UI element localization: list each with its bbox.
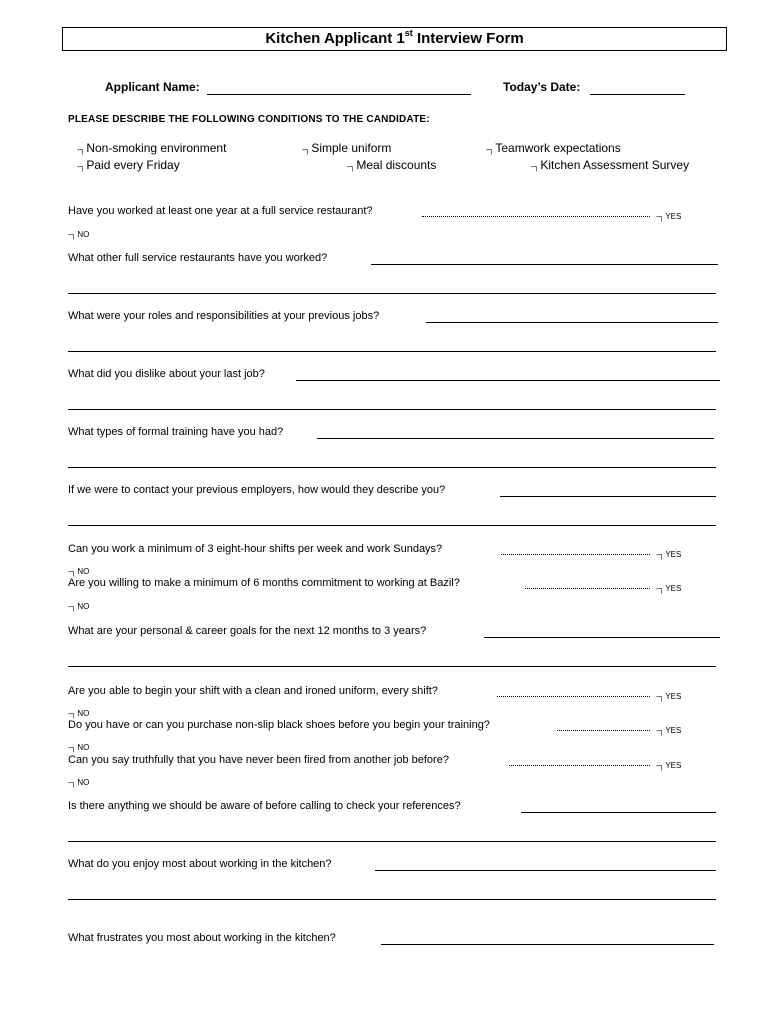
checkbox-icon: -┐ (531, 162, 540, 171)
no-option[interactable] (68, 772, 89, 790)
instructions-heading: PLEASE DESCRIBE THE FOLLOWING CONDITIONS TO THE CANDIDATE: (68, 114, 430, 125)
no-option[interactable] (68, 737, 89, 755)
checkbox-icon: -┐ (302, 145, 311, 154)
no-label: NO (77, 743, 90, 752)
question-never-fired: Can you say truthfully that you have never been fired from another job before? (68, 754, 449, 766)
condition-paid-friday[interactable] (77, 158, 180, 172)
yes-option[interactable] (656, 755, 681, 773)
dotted-leader (501, 554, 650, 555)
yes-option[interactable] (656, 686, 681, 704)
yes-label: YES (665, 761, 682, 770)
dotted-leader (509, 765, 650, 766)
answer-line[interactable] (68, 293, 716, 294)
condition-label: Kitchen Assessment Survey (540, 158, 690, 172)
answer-line[interactable] (296, 380, 720, 381)
form-title (62, 27, 727, 51)
answer-line[interactable] (68, 351, 716, 352)
condition-assessment-survey[interactable] (531, 158, 689, 172)
form-title-superscript: st (404, 28, 413, 38)
no-label: NO (77, 567, 90, 576)
question-formal-training: What types of formal training have you had? (68, 426, 284, 438)
form-title-text: Kitchen Applicant 1 (265, 30, 405, 47)
question-employer-description: If we were to contact your previous employers, how would they describe you? (68, 484, 446, 496)
checkbox-icon: -┐ (656, 550, 665, 559)
checkbox-icon: -┐ (656, 726, 665, 735)
answer-line[interactable] (371, 264, 718, 265)
checkbox-icon: -┐ (77, 145, 86, 154)
checkbox-icon: -┐ (656, 584, 665, 593)
answer-line[interactable] (68, 899, 716, 900)
checkbox-icon: -┐ (68, 602, 77, 611)
answer-line[interactable] (68, 841, 716, 842)
answer-line[interactable] (68, 666, 716, 667)
condition-label: Simple uniform (311, 141, 392, 155)
checkbox-icon: -┐ (68, 709, 77, 718)
condition-label: Paid every Friday (86, 158, 180, 172)
yes-label: YES (665, 550, 682, 559)
no-label: NO (77, 709, 90, 718)
question-career-goals: What are your personal & career goals for the next 12 months to 3 years? (68, 625, 427, 637)
yes-option[interactable] (656, 720, 681, 738)
no-option[interactable] (68, 224, 89, 242)
answer-line[interactable] (484, 637, 720, 638)
yes-label: YES (665, 584, 682, 593)
question-references: Is there anything we should be aware of before calling to check your references? (68, 800, 461, 812)
answer-line[interactable] (68, 467, 716, 468)
question-non-slip-shoes: Do you have or can you purchase non-slip black shoes before you begin your training? (68, 719, 490, 731)
checkbox-icon: -┐ (68, 230, 77, 239)
answer-line[interactable] (375, 870, 716, 871)
yes-label: YES (665, 212, 682, 221)
checkbox-icon: -┐ (656, 761, 665, 770)
answer-line[interactable] (381, 944, 714, 945)
checkbox-icon: -┐ (486, 145, 495, 154)
answer-line[interactable] (426, 322, 718, 323)
condition-label: Meal discounts (356, 158, 437, 172)
checkbox-icon: -┐ (347, 162, 356, 171)
answer-line[interactable] (521, 812, 716, 813)
question-other-restaurants: What other full service restaurants have you worked? (68, 252, 328, 264)
condition-teamwork[interactable] (486, 141, 621, 155)
yes-label: YES (665, 726, 682, 735)
question-shifts-sundays: Can you work a minimum of 3 eight-hour shifts per week and work Sundays? (68, 543, 443, 555)
question-six-month-commitment: Are you willing to make a minimum of 6 months commitment to working at Bazil? (68, 577, 460, 589)
dotted-leader (422, 216, 650, 217)
question-dislike-last-job: What did you dislike about your last job? (68, 368, 265, 380)
no-option[interactable] (68, 596, 89, 614)
yes-label: YES (665, 692, 682, 701)
question-clean-uniform: Are you able to begin your shift with a clean and ironed uniform, every shift? (68, 685, 438, 697)
condition-label: Non-smoking environment (86, 141, 227, 155)
dotted-leader (497, 696, 650, 697)
condition-meal-discounts[interactable] (347, 158, 436, 172)
answer-line[interactable] (68, 409, 716, 410)
answer-line[interactable] (317, 438, 714, 439)
form-title-text-end: Interview Form (412, 30, 524, 47)
dotted-leader (557, 730, 650, 731)
checkbox-icon: -┐ (656, 692, 665, 701)
checkbox-icon: -┐ (68, 778, 77, 787)
no-label: NO (77, 778, 90, 787)
question-frustrates-kitchen: What frustrates you most about working in the kitchen? (68, 932, 336, 944)
no-label: NO (77, 230, 90, 239)
answer-line[interactable] (68, 525, 716, 526)
checkbox-icon: -┐ (68, 743, 77, 752)
yes-option[interactable] (656, 544, 681, 562)
no-label: NO (77, 602, 90, 611)
condition-label: Teamwork expectations (495, 141, 621, 155)
todays-date-field[interactable] (590, 94, 685, 95)
answer-line[interactable] (500, 496, 716, 497)
applicant-name-label: Applicant Name: (105, 80, 200, 94)
condition-simple-uniform[interactable] (302, 141, 391, 155)
question-full-service-year: Have you worked at least one year at a full service restaurant? (68, 205, 373, 217)
dotted-leader (525, 588, 650, 589)
applicant-name-field[interactable] (207, 94, 471, 95)
question-enjoy-kitchen: What do you enjoy most about working in the kitchen? (68, 858, 332, 870)
question-roles-responsibilities: What were your roles and responsibilities at your previous jobs? (68, 310, 380, 322)
checkbox-icon: -┐ (77, 162, 86, 171)
todays-date-label: Today’s Date: (503, 80, 581, 94)
yes-option[interactable] (656, 206, 681, 224)
checkbox-icon: -┐ (68, 567, 77, 576)
yes-option[interactable] (656, 578, 681, 596)
condition-non-smoking[interactable] (77, 141, 226, 155)
checkbox-icon: -┐ (656, 212, 665, 221)
